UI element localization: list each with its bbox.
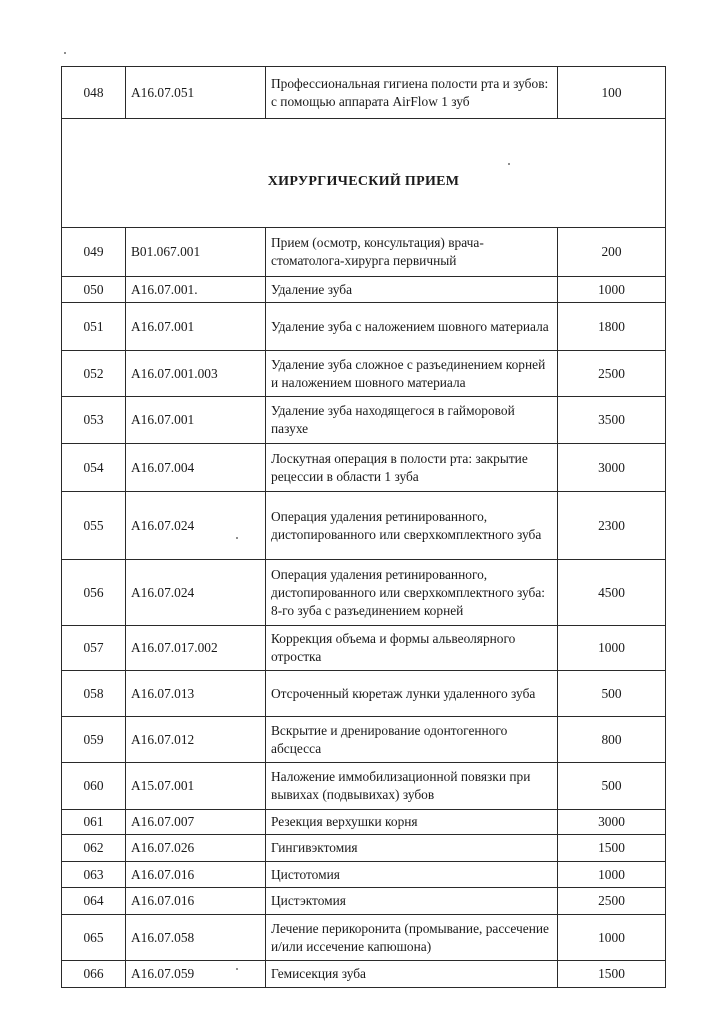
service-name: Коррекция объема и формы альвеолярного отростка [266,626,558,671]
table-row [62,717,666,763]
service-price: 500 [558,763,666,810]
row-number: 057 [62,626,126,671]
row-number: 053 [62,397,126,444]
service-name: Лечение перикоронита (промывание, рассечение и/или иссечение капюшона) [266,915,558,961]
table-row [62,351,666,397]
service-price: 4500 [558,560,666,626]
service-name: Отсроченный кюретаж лунки удаленного зуба [266,671,558,717]
service-name: Наложение иммобилизационной повязки при вывихах (подвывихах) зубов [266,763,558,810]
service-price: 1000 [558,915,666,961]
table-row [62,492,666,560]
service-code: A16.07.024 [126,492,266,560]
row-number: 050 [62,277,126,303]
table-row [62,277,666,303]
table-row [62,626,666,671]
table-row [62,444,666,492]
service-code: A16.07.001 [126,397,266,444]
service-name: Цистэктомия [266,888,558,915]
row-number: 060 [62,763,126,810]
service-name: Профессиональная гигиена полости рта и зубов: с помощью аппарата AirFlow 1 зуб [266,67,558,119]
service-code: A16.07.007 [126,810,266,835]
price-table [61,66,666,988]
table-row [62,862,666,888]
section-title: ХИРУРГИЧЕСКИЙ ПРИЕМ [62,119,666,228]
service-code: A16.07.016 [126,862,266,888]
service-code: A16.07.001. [126,277,266,303]
service-code: A16.07.012 [126,717,266,763]
scan-speck [236,537,238,539]
service-price: 3000 [558,810,666,835]
service-price: 2500 [558,351,666,397]
service-code: A16.07.016 [126,888,266,915]
service-code: A16.07.051 [126,67,266,119]
table-row [62,67,666,119]
service-name: Удаление зуба сложное с разъединением корней и наложением шовного материала [266,351,558,397]
service-name: Вскрытие и дренирование одонтогенного абсцесса [266,717,558,763]
service-price: 800 [558,717,666,763]
service-name: Гемисекция зуба [266,961,558,988]
row-number: 059 [62,717,126,763]
service-code: A16.07.001.003 [126,351,266,397]
service-name: Цистотомия [266,862,558,888]
table-row [62,763,666,810]
scan-speck [236,968,238,970]
service-price: 500 [558,671,666,717]
service-price: 1800 [558,303,666,351]
row-number: 055 [62,492,126,560]
service-code: A16.07.004 [126,444,266,492]
service-price: 1000 [558,862,666,888]
service-code: B01.067.001 [126,228,266,277]
service-name: Операция удаления ретинированного, дистопированного или сверхкомплектного зуба: 8-го зуба с разъединением корней [266,560,558,626]
row-number: 051 [62,303,126,351]
service-name: Резекция верхушки корня [266,810,558,835]
service-name: Лоскутная операция в полости рта: закрытие рецессии в области 1 зуба [266,444,558,492]
table-row [62,888,666,915]
row-number: 058 [62,671,126,717]
service-name: Удаление зуба [266,277,558,303]
table-row [62,835,666,862]
row-number: 048 [62,67,126,119]
table-row [62,560,666,626]
table-row [62,228,666,277]
service-code: A16.07.017.002 [126,626,266,671]
service-code: A16.07.026 [126,835,266,862]
table-row [62,810,666,835]
row-number: 062 [62,835,126,862]
row-number: 065 [62,915,126,961]
service-price: 1000 [558,626,666,671]
scan-speck [508,163,510,165]
service-name: Прием (осмотр, консультация) врача-стоматолога-хирурга первичный [266,228,558,277]
row-number: 056 [62,560,126,626]
table-row [62,961,666,988]
row-number: 049 [62,228,126,277]
price-list-sheet [61,66,665,988]
row-number: 052 [62,351,126,397]
row-number: 054 [62,444,126,492]
service-code: A16.07.001 [126,303,266,351]
service-code: A16.07.024 [126,560,266,626]
service-name: Удаление зуба находящегося в гайморовой пазухе [266,397,558,444]
table-row [62,397,666,444]
row-number: 061 [62,810,126,835]
scan-speck [64,52,66,54]
section-header-row [62,119,666,228]
service-code: A16.07.013 [126,671,266,717]
service-code: A16.07.059 [126,961,266,988]
row-number: 063 [62,862,126,888]
service-price: 2300 [558,492,666,560]
table-row [62,915,666,961]
service-code: A15.07.001 [126,763,266,810]
service-name: Удаление зуба с наложением шовного материала [266,303,558,351]
service-price: 100 [558,67,666,119]
service-price: 200 [558,228,666,277]
service-price: 3000 [558,444,666,492]
table-row [62,671,666,717]
service-price: 1500 [558,835,666,862]
service-code: A16.07.058 [126,915,266,961]
service-price: 1000 [558,277,666,303]
service-price: 2500 [558,888,666,915]
table-row [62,303,666,351]
service-name: Операция удаления ретинированного, дистопированного или сверхкомплектного зуба [266,492,558,560]
service-price: 3500 [558,397,666,444]
row-number: 064 [62,888,126,915]
service-name: Гингивэктомия [266,835,558,862]
service-price: 1500 [558,961,666,988]
row-number: 066 [62,961,126,988]
